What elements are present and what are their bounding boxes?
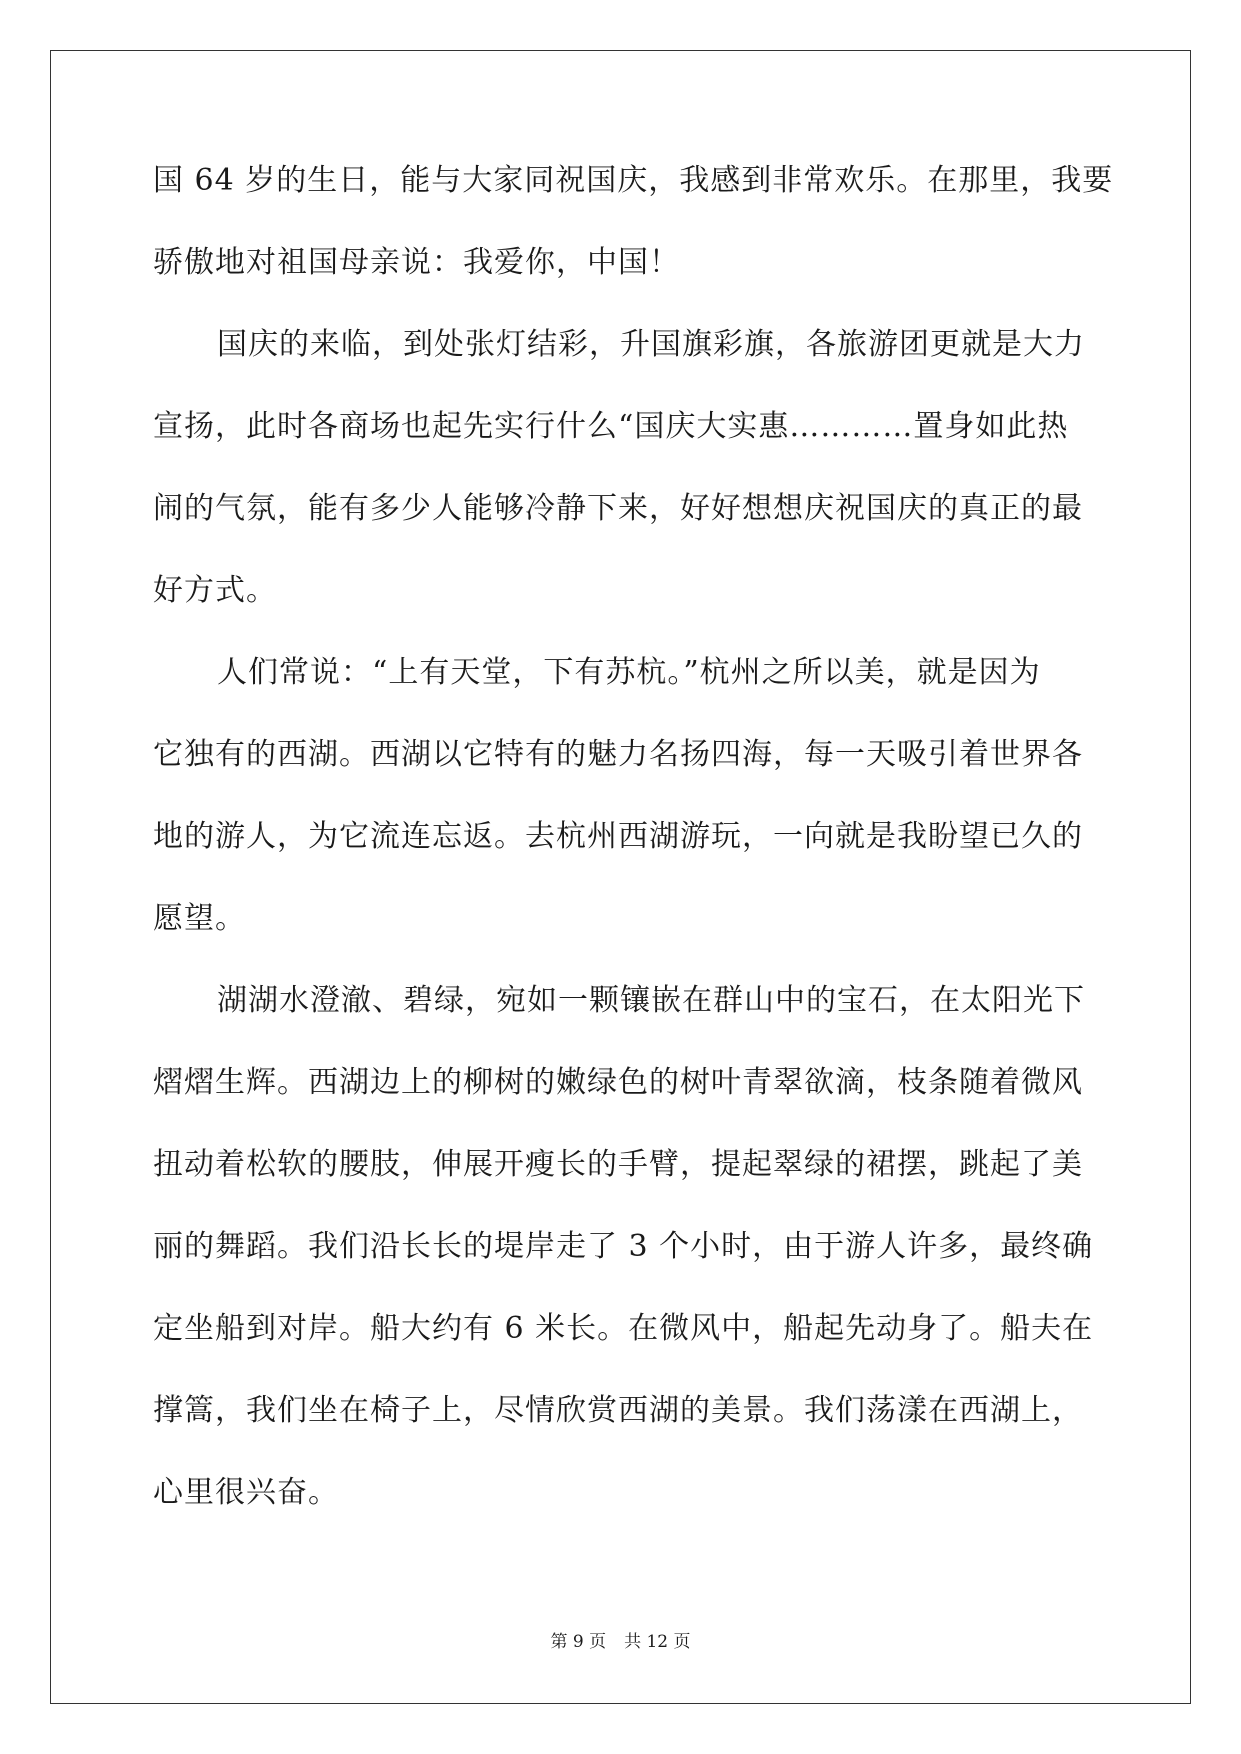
paragraph	[153, 983, 1094, 1557]
paragraph	[153, 327, 1088, 655]
text-line: 熠熠生辉。西湖边上的柳树的嫩绿色的树叶青翠欲滴，枝条随着微风	[153, 1065, 1083, 1100]
text-line: 愿望。	[153, 901, 246, 936]
paragraph	[153, 655, 1088, 983]
text-line: 闹的气氛，能有多少人能够冷静下来，好好想想庆祝国庆的真正的最	[153, 491, 1083, 526]
text-line: 它独有的西湖。西湖以它特有的魅力名扬四海，每一天吸引着世界各	[153, 737, 1083, 772]
text-line: 扭动着松软的腰肢，伸展开瘦长的手臂，提起翠绿的裙摆，跳起了美	[153, 1147, 1083, 1182]
text-line: 好方式。	[153, 573, 277, 608]
text-line: 定坐船到对岸。船大约有 6 米长。在微风中，船起先动身了。船夫在	[153, 1311, 1094, 1346]
text-line: 撑篙，我们坐在椅子上，尽情欣赏西湖的美景。我们荡漾在西湖上，	[153, 1393, 1083, 1428]
text-line: 心里很兴奋。	[153, 1475, 339, 1510]
text-line: 骄傲地对祖国母亲说：我爱你，中国！	[153, 245, 680, 280]
text-line: 宣扬，此时各商场也起先实行什么“国庆大实惠…………置身如此热	[153, 409, 1069, 444]
text-line: 国庆的来临，到处张灯结彩，升国旗彩旗，各旅游团更就是大力	[217, 327, 1085, 362]
text-line: 地的游人，为它流连忘返。去杭州西湖游玩，一向就是我盼望已久的	[153, 819, 1083, 854]
text-line: 国 64 岁的生日，能与大家同祝国庆，我感到非常欢乐。在那里，我要	[153, 163, 1114, 198]
document-body	[153, 163, 1114, 1557]
text-line: 人们常说：“上有天堂，下有苏杭。”杭州之所以美，就是因为	[217, 655, 1041, 690]
page-footer	[0, 1627, 1241, 1652]
text-line: 湖湖水澄澈、碧绿，宛如一颗镶嵌在群山中的宝石，在太阳光下	[217, 983, 1085, 1018]
page-number: 第 9 页	[550, 1632, 607, 1652]
paragraph	[153, 163, 1114, 327]
page-total: 共 12 页	[624, 1632, 691, 1652]
text-line: 丽的舞蹈。我们沿长长的堤岸走了 3 个小时，由于游人许多，最终确	[153, 1229, 1094, 1264]
